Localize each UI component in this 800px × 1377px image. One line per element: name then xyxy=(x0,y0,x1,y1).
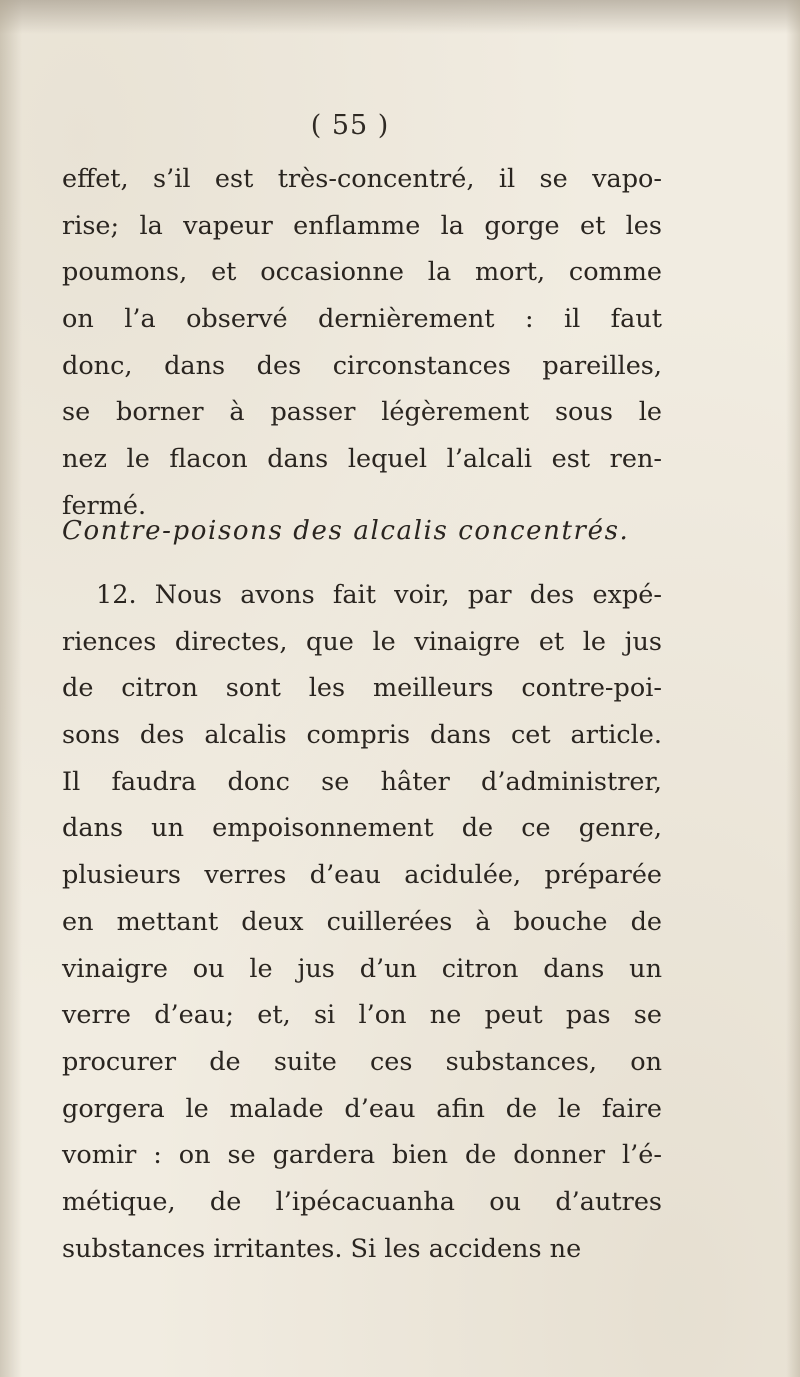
text-line: Il faudra donc se hâter d’administrer, xyxy=(62,766,662,797)
text-line: dans un empoisonnement de ce genre, xyxy=(62,813,662,844)
text-line: poumons, et occasionne la mort, comme xyxy=(62,257,662,288)
text-line: riences directes, que le vinaigre et le jus xyxy=(62,626,662,657)
paragraph-2 xyxy=(62,572,662,1272)
text-line: de citron sont les meilleurs contre-poi- xyxy=(62,673,662,704)
text-line: vomir : on se gardera bien de donner l’é- xyxy=(62,1140,662,1171)
page-right-shadow xyxy=(786,0,800,1377)
text-line: nez le flacon dans lequel l’alcali est ren- xyxy=(62,444,662,475)
page-number: ( 55 ) xyxy=(310,110,390,141)
text-line: en mettant deux cuillerées à bouche de xyxy=(62,906,662,937)
text-line: plusieurs verres d’eau acidulée, préparée xyxy=(62,860,662,891)
text-line: donc, dans des circonstances pareilles, xyxy=(62,350,662,381)
text-line: gorgera le malade d’eau afin de le faire xyxy=(62,1093,662,1124)
text-line: se borner à passer légèrement sous le xyxy=(62,397,662,428)
paragraph-1 xyxy=(62,156,662,530)
text-line: métique, de l’ipécacuanha ou d’autres xyxy=(62,1186,662,1217)
text-line: verre d’eau; et, si l’on ne peut pas se xyxy=(62,1000,662,1031)
text-line: 12. Nous avons fait voir, par des expé- xyxy=(96,580,662,610)
page-top-shadow xyxy=(0,0,800,34)
text-line: on l’a observé dernièrement : il faut xyxy=(62,304,662,335)
text-line: rise; la vapeur enflamme la gorge et les xyxy=(62,210,662,241)
text-line: effet, s’il est très-concentré, il se vapo- xyxy=(62,164,662,194)
page-left-shadow xyxy=(0,0,22,1377)
text-line: vinaigre ou le jus d’un citron dans un xyxy=(62,953,662,984)
text-line: substances irritantes. Si les accidens ne xyxy=(62,1233,582,1264)
text-line: procurer de suite ces substances, on xyxy=(62,1046,662,1077)
text-line: sons des alcalis compris dans cet article. xyxy=(62,720,662,751)
section-heading: Contre-poisons des alcalis concentrés. xyxy=(62,516,630,546)
text-line: fermé. xyxy=(62,490,147,521)
